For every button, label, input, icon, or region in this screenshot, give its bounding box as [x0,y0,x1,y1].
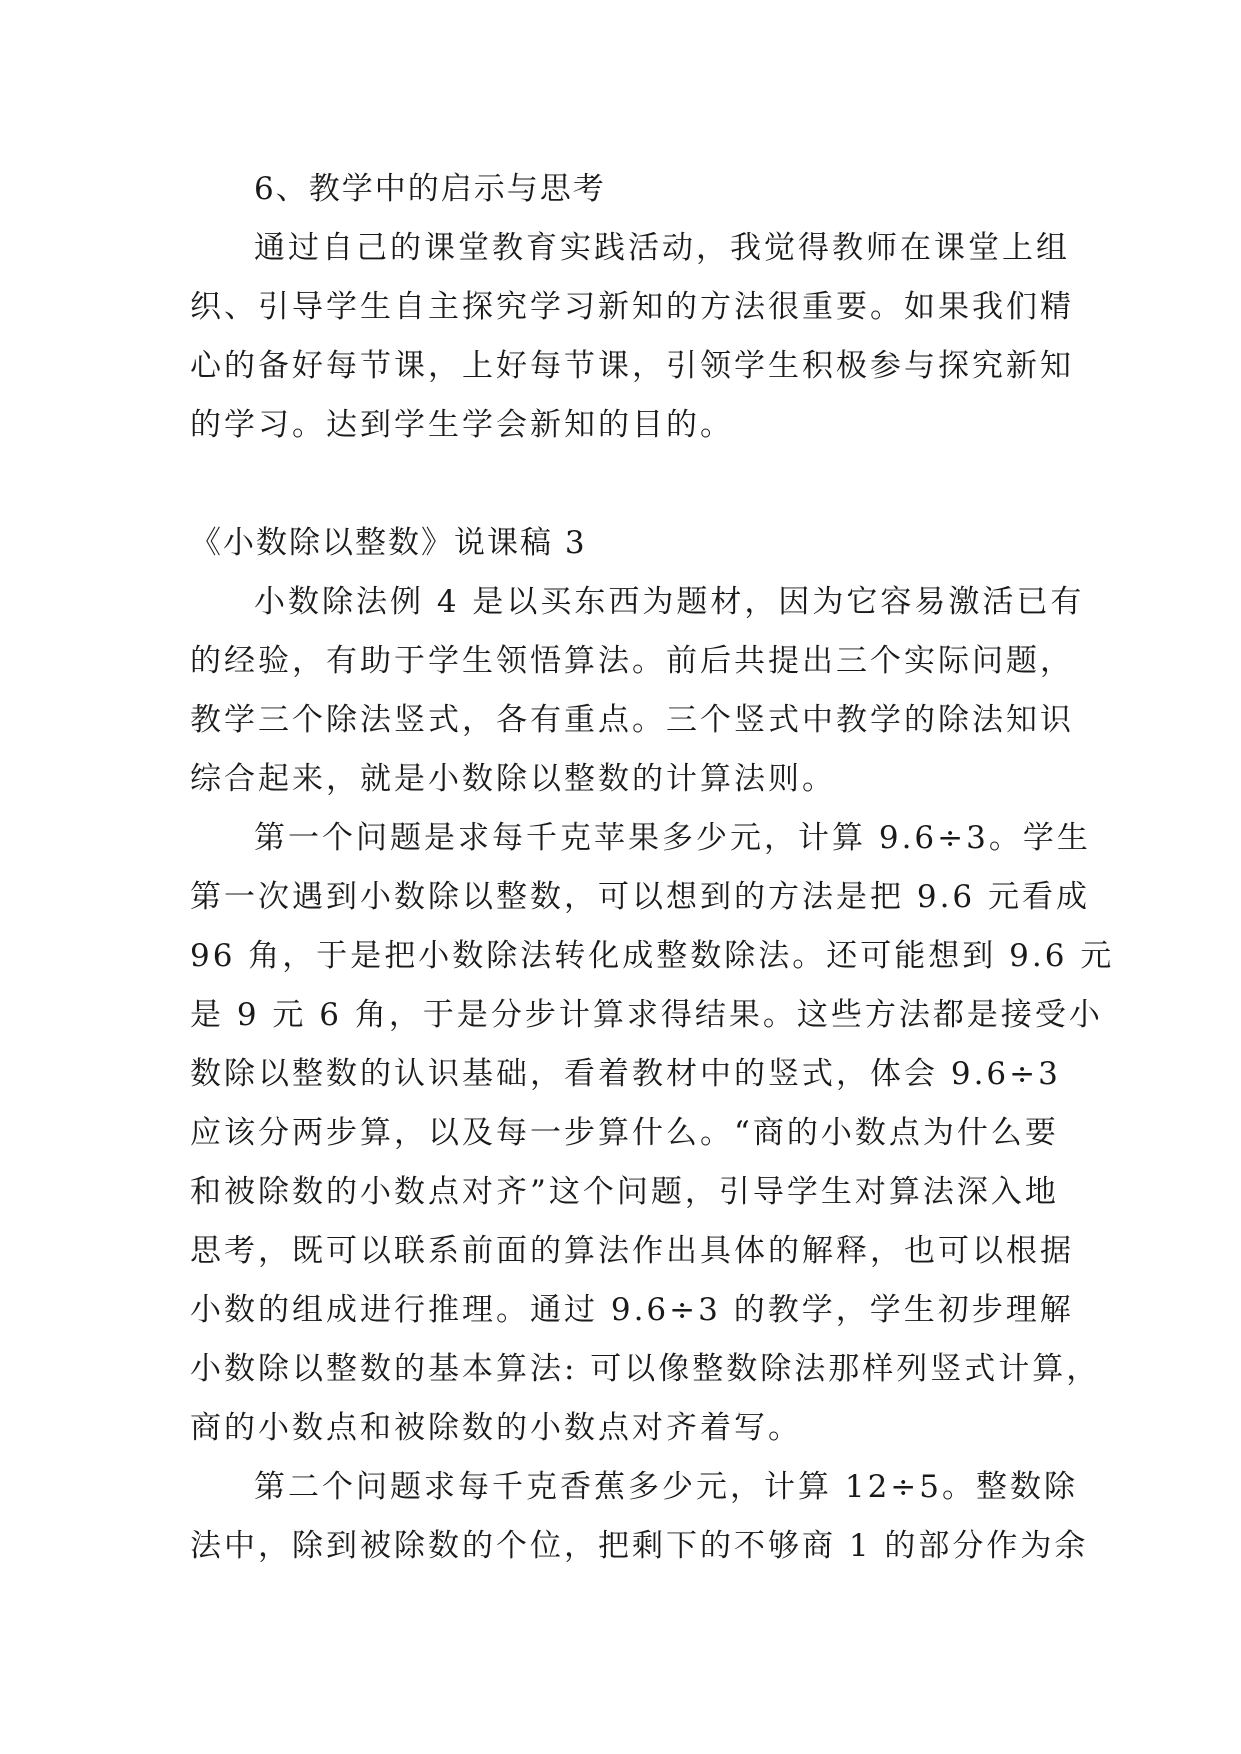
paragraph-line: 第二个问题求每千克香蕉多少元，计算 12÷5。整数除 [254,1469,1078,1505]
paragraph-line: 教学三个除法竖式，各有重点。三个竖式中教学的除法知识 [190,702,1074,738]
paragraph-line: 心的备好每节课，上好每节课，引领学生积极参与探究新知 [190,348,1074,384]
paragraph-intro [190,573,1085,809]
paragraph-line: 应该分两步算，以及每一步算什么。“商的小数点为什么要 [190,1115,1059,1151]
paragraph-line: 通过自己的课堂教育实践活动，我觉得教师在课堂上组 [254,230,1070,266]
paragraph-line: 数除以整数的认识基础，看着教材中的竖式，体会 9.6÷3 [190,1056,1061,1092]
paragraph-line: 织、引导学生自主探究学习新知的方法很重要。如果我们精 [190,289,1074,325]
paragraph-line: 小数除以整数的基本算法: 可以像整数除法那样列竖式计算， [190,1351,1101,1387]
paragraph-line: 法中，除到被除数的个位，把剩下的不够商 1 的部分作为余 [190,1528,1089,1564]
blank-line [190,455,1070,514]
paragraph-line: 是 9 元 6 角，于是分步计算求得结果。这些方法都是接受小 [190,997,1103,1033]
document-title: 《小数除以整数》说课稿 3 [190,525,587,561]
paragraph-line: 第一次遇到小数除以整数，可以想到的方法是把 9.6 元看成 [190,879,1091,915]
section-heading: 6、教学中的启示与思考 [254,171,606,207]
paragraph-line: 综合起来，就是小数除以整数的计算法则。 [190,761,836,797]
paragraph-line: 商的小数点和被除数的小数点对齐着写。 [190,1410,802,1446]
paragraph-line: 第一个问题是求每千克苹果多少元，计算 9.6÷3。学生 [254,820,1091,856]
paragraph-line: 小数除法例 4 是以买东西为题材，因为它容易激活已有 [254,584,1085,620]
paragraph-line: 的学习。达到学生学会新知的目的。 [190,407,734,443]
paragraph-reflection [190,219,1074,455]
document-body [190,160,1115,1576]
paragraph-first-question [190,809,1115,1458]
paragraph-second-question [190,1458,1089,1576]
paragraph-line: 96 角，于是把小数除法转化成整数除法。还可能想到 9.6 元 [190,938,1115,974]
paragraph-line: 的经验，有助于学生领悟算法。前后共提出三个实际问题， [190,643,1074,679]
paragraph-line: 小数的组成进行推理。通过 9.6÷3 的教学，学生初步理解 [190,1292,1074,1328]
paragraph-line: 思考，既可以联系前面的算法作出具体的解释，也可以根据 [190,1233,1074,1269]
paragraph-line: 和被除数的小数点对齐”这个问题，引导学生对算法深入地 [190,1174,1059,1210]
